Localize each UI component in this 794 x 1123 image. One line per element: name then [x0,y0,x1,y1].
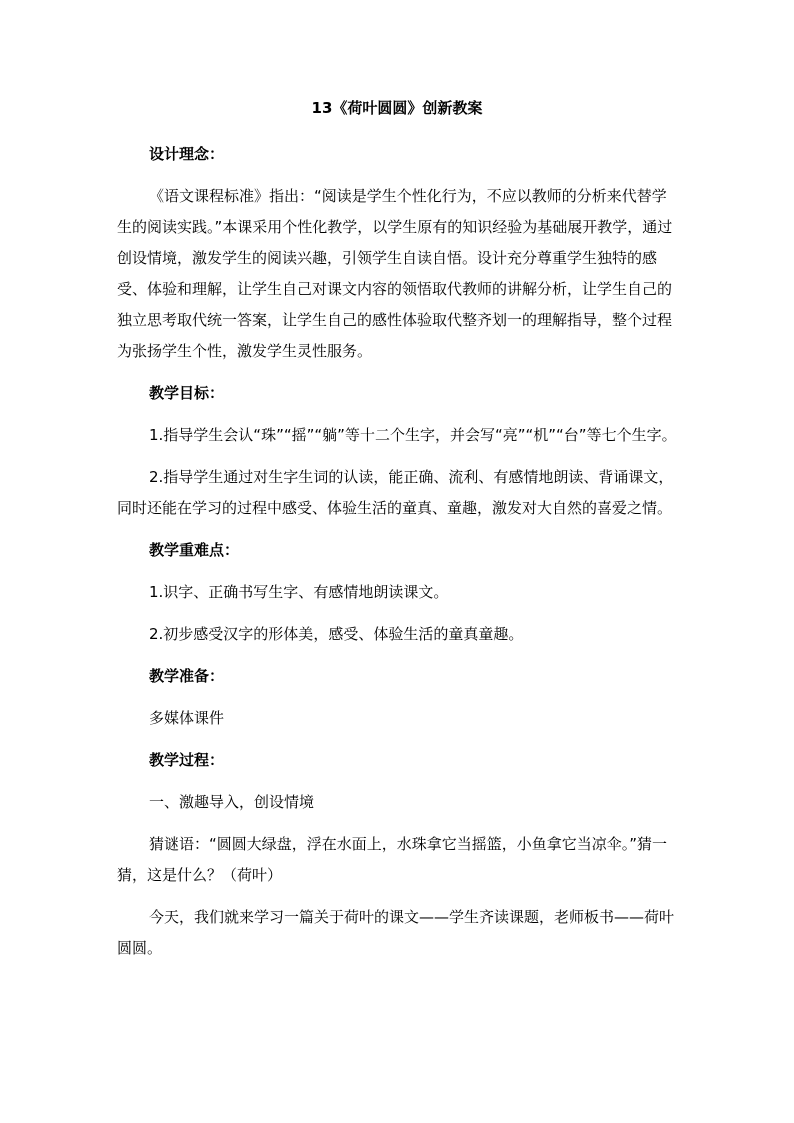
document-title: 13《荷叶圆圆》创新教案 [311,99,483,117]
teaching-preparation-heading: 教学准备： [149,667,225,685]
document-body [117,96,677,975]
process-step-1-title: 一、激趣导入，创设情境 [149,793,315,811]
lesson-intro-paragraph: 今天，我们就来学习一篇关于荷叶的课文——学生齐读课题，老师板书——荷叶圆圆。 [117,908,675,957]
design-concept-heading: 设计理念： [149,145,225,163]
teaching-preparation-text: 多媒体课件 [149,709,225,727]
design-concept-paragraph: 《语文课程标准》指出：“阅读是学生个性化行为，不应以教师的分析来代替学生的阅读实践。”本课采用个性化教学，以学生原有的知识经验为基础展开教学，通过创设情境，激发学生的阅读兴趣，引领学生自读自悟。设计充分尊重学生独特的感受、体验和理解，让学生自己对课文内容的领悟取代教师的讲解分析，让学生自己的独立思考取代统一答案，让学生自己的感性体验取代整齐划一的理解指导，整个过程为张扬学生个性，激发学生灵性服务。 [117,187,673,360]
teaching-goals-heading: 教学目标： [149,384,225,402]
key-difficult-points-heading: 教学重难点： [149,541,240,559]
riddle-paragraph: 猜谜语：“圆圆大绿盘，浮在水面上，水珠拿它当摇篮，小鱼拿它当凉伞。”猜一猜，这是什么？（荷叶） [117,835,668,884]
teaching-goal-1: 1.指导学生会认“珠”“摇”“躺”等十二个生字，并会写“亮”“机”“台”等七个生字。 [149,426,677,444]
teaching-process-heading: 教学过程： [149,751,225,769]
teaching-goal-2: 2.指导学生通过对生字生词的认读，能正确、流利、有感情地朗读、背诵课文，同时还能在学习的过程中感受、体验生活的童真、童趣，激发对大自然的喜爱之情。 [117,468,674,517]
key-point-2: 2.初步感受汉字的形体美，感受、体验生活的童真童趣。 [149,625,524,643]
key-point-1: 1.识字、正确书写生字、有感情地朗读课文。 [149,583,449,601]
